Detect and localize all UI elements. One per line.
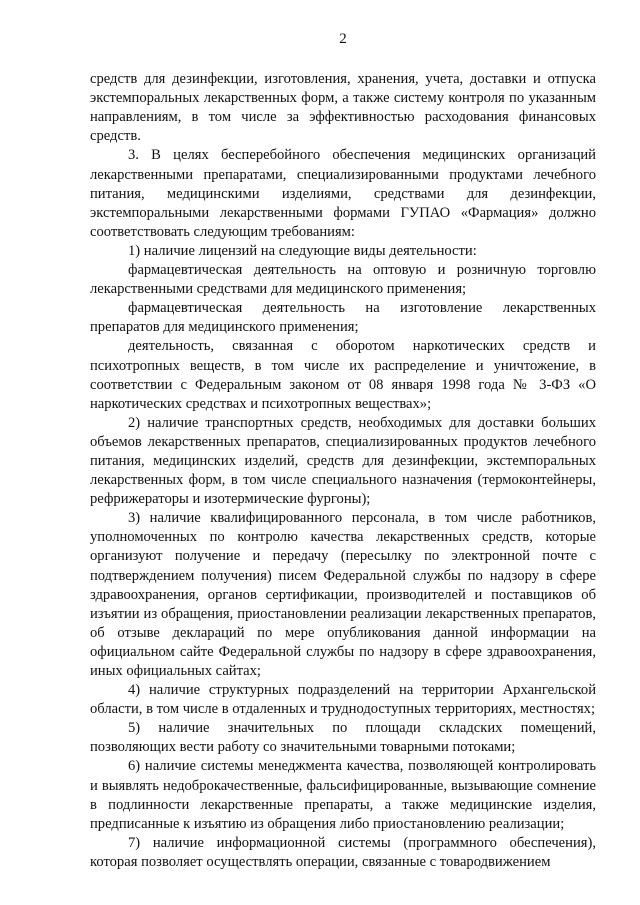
- paragraph: фармацевтическая деятельность на изготовление лекарственных препаратов для медицинского применения;: [90, 300, 596, 336]
- paragraph: 3) наличие квалифицированного персонала, в том числе работников, уполномоченных по контролю качества лекарственных средств, которые организуют получение и передачу (пересылку по электронной почте с подтверждением получения) писем Федеральной службы по надзору в сфере здравоохранения, органов сертификации, производителей и поставщиков об изъятии из обращения, приостановлении реализации лекарственных препаратов, об отзыве деклараций по мере опубликования данной информации на официальном сайте Федеральной службы по надзору в сфере здравоохранения, иных официальных сайтах;: [90, 510, 596, 679]
- paragraph: 7) наличие информационной системы (программного обеспечения), которая позволяет осуществлять операции, связанные с товародвижением: [90, 834, 596, 870]
- paragraph: 2) наличие транспортных средств, необходимых для доставки больших объемов лекарственных препаратов, специализированных продуктов лечебного питания, медицинских изделий, средств для дезинфекции, экстемпоральных лекарственных форм, в том числе специального назначения (термоконтейнеры, рефрижераторы и изотермические фургоны);: [90, 414, 596, 508]
- document-page: [90, 30, 596, 872]
- paragraph: 4) наличие структурных подразделений на территории Архангельской области, в том числе в отдаленных и труднодоступных территориях, местностях;: [90, 682, 596, 718]
- paragraph: деятельность, связанная с оборотом наркотических средств и психотропных веществ, в том числе их распределение и уничтожение, в соответствии с Федеральным законом от 08 января 1998 года № 3-ФЗ «О наркотических средствах и психотропных веществах»;: [90, 338, 596, 412]
- paragraph: 5) наличие значительных по площади складских помещений, позволяющих вести работу со значительными товарными потоками;: [90, 720, 596, 756]
- paragraph: фармацевтическая деятельность на оптовую и розничную торговлю лекарственными средствами для медицинского применения;: [90, 262, 596, 298]
- paragraph: 6) наличие системы менеджмента качества, позволяющей контролировать и выявлять недоброкачественные, фальсифицированные, вызывающие сомнение в подлинности лекарственные препараты, а также медицинские изделия, предписанные к изъятию из обращения либо приостановлению реализации;: [90, 758, 596, 832]
- paragraph: средств для дезинфекции, изготовления, хранения, учета, доставки и отпуска экстемпоральных лекарственных форм, а также систему контроля по указанным направлениям, в том числе за эффективностью расходования финансовых средств.: [90, 71, 596, 145]
- document-body: [90, 70, 596, 872]
- page-number: 2: [339, 31, 347, 47]
- paragraph: 3. В целях бесперебойного обеспечения медицинских организаций лекарственными препаратами, специализированными продуктами лечебного питания, медицинскими изделиями, средствами для дезинфекции, экстемпоральными лекарственными формами ГУПАО «Фармация» должно соответствовать следующим требованиям:: [90, 147, 596, 240]
- paragraph: 1) наличие лицензий на следующие виды деятельности:: [128, 242, 477, 259]
